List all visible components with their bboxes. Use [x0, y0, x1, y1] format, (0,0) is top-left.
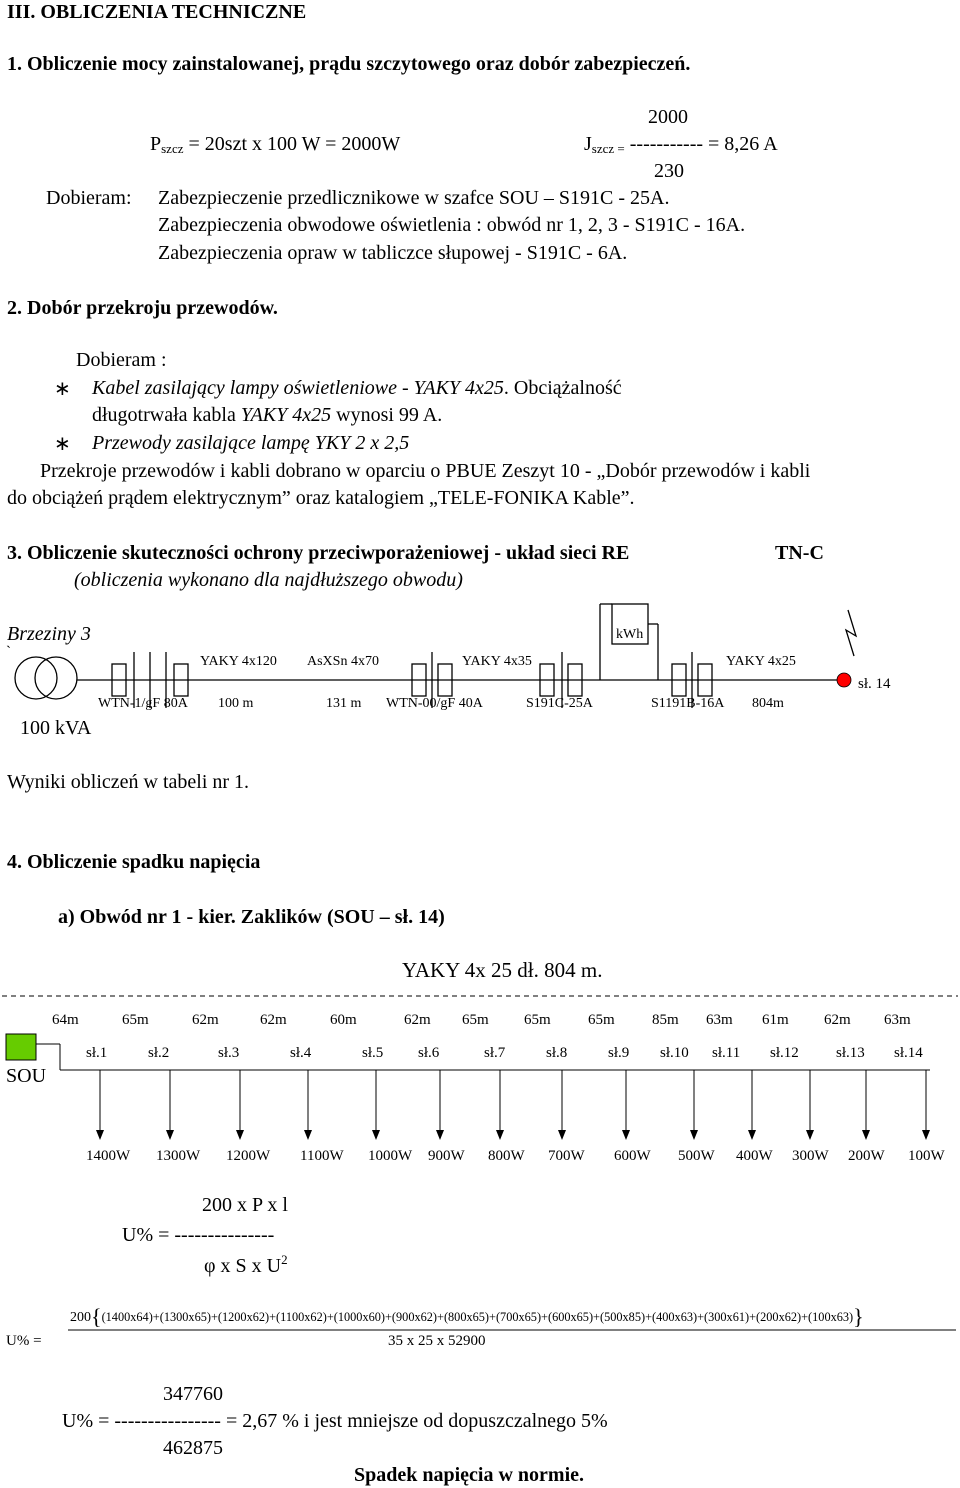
protection-1-label: WTN-1/gF 80A [98, 696, 188, 711]
load-arrow-icon [690, 1130, 698, 1140]
line2-part-a: długotrwała kabla [92, 404, 241, 426]
section-2-heading: 2. Dobór przekroju przewodów. [7, 297, 278, 319]
fraction-bottom: 230 [654, 160, 684, 182]
pole-label: sł.4 [290, 1045, 312, 1061]
pole-label: sł.12 [770, 1045, 799, 1061]
p-expression: = 20szt x 100 W = 2000W [183, 133, 401, 155]
cable-4-label: YAKY 4x25 [726, 654, 796, 669]
pole-label: sł.13 [836, 1045, 865, 1061]
j-label: J [584, 133, 592, 155]
load-label: 900W [428, 1148, 465, 1164]
pole-label: sł.1 [86, 1045, 108, 1061]
result-denominator: 462875 [163, 1437, 223, 1459]
j-sub: szcz = [591, 141, 625, 156]
span-distance: 63m [706, 1012, 733, 1028]
pole-label: sł.2 [148, 1045, 170, 1061]
span-distance: 85m [652, 1012, 679, 1028]
load-arrow-icon [304, 1130, 312, 1140]
formula-denominator [204, 1253, 288, 1276]
lightning-symbol [846, 610, 856, 656]
protection-3-label: S191C-25A [526, 696, 593, 711]
formula-exponent: 2 [281, 1252, 288, 1267]
pole-14-label: sł. 14 [858, 676, 891, 692]
load-arrow-icon [558, 1130, 566, 1140]
section-4-heading: 4. Obliczenie spadku napięcia [7, 851, 261, 873]
load-label: 300W [792, 1148, 829, 1164]
pole-label: sł.6 [418, 1045, 440, 1061]
formula-denominator-base: φ x S x U [204, 1255, 282, 1277]
u-percent-label: U% = [6, 1333, 42, 1349]
formula-numerator: 200 x P x l [202, 1194, 288, 1216]
pole-label: sł.10 [660, 1045, 689, 1061]
kwh-label: kWh [616, 627, 644, 642]
load-arrow-icon [862, 1130, 870, 1140]
load-label: 200W [848, 1148, 885, 1164]
transformer-rating: 100 kVA [20, 717, 92, 739]
section-3-heading: 3. Obliczenie skuteczności ochrony przeciwporażeniowej - układ sieci RE [7, 542, 630, 564]
section-3-note: (obliczenia wykonano dla najdłuższego obwodu) [74, 569, 463, 591]
result-numerator: 347760 [163, 1383, 223, 1405]
result-line: U% = ---------------- = 2,67 % i jest mniejsze od dopuszczalnego 5% [62, 1410, 608, 1432]
load-label: 500W [678, 1148, 715, 1164]
paragraph-line-1: Przekroje przewodów i kabli dobrano w oparciu o PBUE Zeszyt 10 - „Dobór przewodów i kabli [40, 460, 811, 482]
protection-2-label: WTN-00/gF 40A [386, 696, 483, 711]
cable-1-label: YAKY 4x120 [200, 654, 277, 669]
pole-label: sł.9 [608, 1045, 630, 1061]
load-label: 1400W [86, 1148, 131, 1164]
protection-line-1: Zabezpieczenie przedlicznikowe w szafce SOU – S191C - 25A. [158, 187, 670, 209]
place-label: Brzeziny 3 [7, 623, 91, 645]
load-label: 1000W [368, 1148, 413, 1164]
pole-label: sł.8 [546, 1045, 568, 1061]
span-distance: 63m [884, 1012, 911, 1028]
document-title: III. OBLICZENIA TECHNICZNE [7, 1, 307, 23]
load-arrow-icon [372, 1130, 380, 1140]
pole-label: sł.11 [712, 1045, 741, 1061]
load-arrow-icon [748, 1130, 756, 1140]
bullet-1: ∗ [54, 378, 71, 400]
transformer-winding-2 [35, 657, 77, 699]
span-distance: 65m [462, 1012, 489, 1028]
span-distance: 65m [588, 1012, 615, 1028]
bullet-2: ∗ [54, 433, 71, 455]
span-distance: 62m [404, 1012, 431, 1028]
cable-3-label: YAKY 4x35 [462, 654, 532, 669]
load-arrow-icon [236, 1130, 244, 1140]
span-distance: 62m [192, 1012, 219, 1028]
pole-label: sł.7 [484, 1045, 506, 1061]
bullet-1-italic: Kabel zasilający lampy oświetleniowe - YAKY 4x25 [92, 377, 504, 399]
load-arrow-icon [496, 1130, 504, 1140]
conclusion: Spadek napięcia w normie. [354, 1464, 585, 1486]
length-1-label: 100 m [218, 696, 254, 711]
bullet-1-line2 [92, 405, 442, 425]
load-arrow-icon [96, 1130, 104, 1140]
load-label: 600W [614, 1148, 651, 1164]
sou-label: SOU [6, 1065, 47, 1087]
load-arrow-icon [922, 1130, 930, 1140]
fraction-top: 2000 [648, 106, 688, 128]
dobieram-label: Dobieram: [46, 187, 132, 209]
p-label: P [150, 133, 162, 155]
length-3-label: 804m [752, 696, 784, 711]
span-distance: 61m [762, 1012, 789, 1028]
protection-line-3: Zabezpieczenia opraw w tabliczce słupowej - S191C - 6A. [158, 242, 628, 264]
j-szcz-formula [584, 134, 778, 155]
load-label: 100W [908, 1148, 945, 1164]
bullet-1-rest: . Obciążalność [503, 377, 622, 399]
big-brace-close: } [853, 1304, 864, 1329]
load-label: 400W [736, 1148, 773, 1164]
span-distance: 60m [330, 1012, 357, 1028]
load-arrow-icon [436, 1130, 444, 1140]
span-distance: 65m [122, 1012, 149, 1028]
big-brace-open: { [91, 1304, 102, 1329]
pole-label: sł.3 [218, 1045, 240, 1061]
length-2-label: 131 m [326, 696, 362, 711]
protection-4-label: S1191B-16A [651, 696, 725, 711]
j-expression: ----------- = 8,26 A [624, 133, 778, 155]
paragraph-line-2: do obciążeń prądem elektrycznym” oraz katalogiem „TELE-FONIKA Kable”. [7, 487, 635, 509]
protection-line-2: Zabezpieczenia obwodowe oświetlenia : obwód nr 1, 2, 3 - S191C - 16A. [158, 214, 746, 236]
pole-label: sł.14 [894, 1045, 923, 1061]
span-distance: 62m [260, 1012, 287, 1028]
pole-label: sł.5 [362, 1045, 384, 1061]
big-formula-numerator [70, 1306, 864, 1328]
p-sub: szcz [161, 141, 184, 156]
load-label: 1300W [156, 1148, 201, 1164]
load-arrow-icon [622, 1130, 630, 1140]
formula-line: U% = --------------- [122, 1224, 275, 1246]
load-arrow-icon [166, 1130, 174, 1140]
lamp-symbol [837, 673, 851, 687]
cable-2-label: AsXSn 4x70 [307, 654, 379, 669]
load-label: 800W [488, 1148, 525, 1164]
section-1-heading: 1. Obliczenie mocy zainstalowanej, prądu szczytowego oraz dobór zabezpieczeń. [7, 53, 691, 75]
big-terms: (1400x64)+(1300x65)+(1200x62)+(1100x62)+(1000x60)+(900x62)+(800x65)+(700x65)+(600x65)+(500x85)+(400x63)+(300x61)+(200x62)+(100x63) [101, 1310, 854, 1324]
tick-mark: ` [6, 644, 11, 660]
dobieram-heading: Dobieram : [76, 349, 167, 371]
bullet-1-text [92, 378, 622, 398]
load-label: 1200W [226, 1148, 271, 1164]
transformer-winding-1 [15, 657, 57, 699]
p-szcz-formula [150, 134, 400, 155]
results-note: Wyniki obliczeń w tabeli nr 1. [7, 771, 250, 793]
tn-c-label: TN-C [775, 542, 824, 564]
big-prefix: 200 [70, 1310, 91, 1325]
big-formula-denominator: 35 x 25 x 52900 [388, 1333, 486, 1349]
line2-part-b: YAKY 4x25 [240, 404, 332, 426]
span-distance: 64m [52, 1012, 79, 1028]
load-label: 1100W [300, 1148, 344, 1164]
span-distance: 65m [524, 1012, 551, 1028]
circuit-cable-label: YAKY 4x 25 dł. 804 m. [402, 958, 603, 982]
load-label: 700W [548, 1148, 585, 1164]
bullet-2-text: Przewody zasilające lampę YKY 2 x 2,5 [92, 432, 410, 454]
line2-part-c: wynosi 99 A. [331, 404, 443, 426]
sou-box [6, 1034, 36, 1060]
span-distance: 62m [824, 1012, 851, 1028]
load-arrow-icon [806, 1130, 814, 1140]
circuit-a-heading: a) Obwód nr 1 - kier. Zaklików (SOU – sł. 14) [58, 906, 445, 928]
